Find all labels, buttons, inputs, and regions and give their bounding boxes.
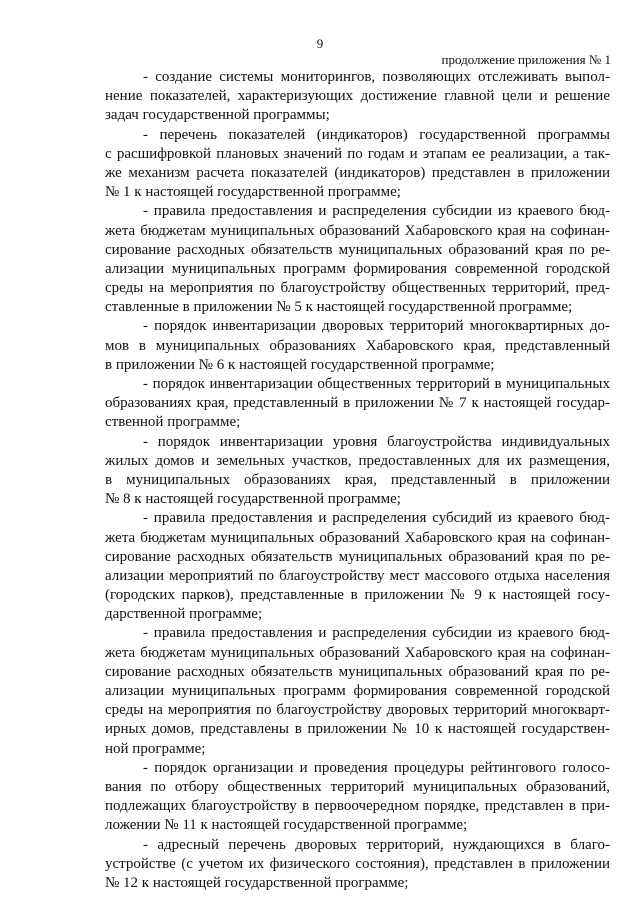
- text-line: ложении № 11 к настоящей государственной программе;: [105, 817, 468, 834]
- text-line: жета бюджетам муниципальных образований Хабаровского края на софинан-: [105, 222, 610, 239]
- text-line: - порядок организации и проведения процедуры рейтингового голосо-: [143, 759, 610, 776]
- text-line: сирование расходных обязательств муниципальных образований края по ре-: [105, 241, 610, 258]
- continuation-note: продолжение приложения № 1: [441, 52, 611, 67]
- text-line: - правила предоставления и распределения субсидии из краевого бюд-: [143, 203, 610, 220]
- text-line: жилых домов и земельных участков, предоставленных для их размещения,: [105, 452, 610, 469]
- page-number: 9: [316, 36, 324, 51]
- text-line: ной программе;: [105, 740, 206, 757]
- text-line: № 1 к настоящей государственной программе;: [105, 184, 401, 201]
- text-line: сирование расходных обязательств муниципальных образований края по ре-: [105, 548, 610, 565]
- text-line: - правила предоставления и распределения субсидий из краевого бюд-: [143, 510, 610, 527]
- text-line: жета бюджетам муниципальных образований Хабаровского края на софинан-: [105, 529, 610, 546]
- text-line: - порядок инвентаризации уровня благоустройства индивидуальных: [143, 433, 610, 450]
- text-line: ставленные в приложении № 5 к настоящей государственной программе;: [105, 299, 573, 316]
- text-line: устройстве (с учетом их физического состояния), представлен в приложении: [105, 855, 610, 872]
- text-line: - правила предоставления и распределения субсидии из краевого бюд-: [143, 625, 610, 642]
- text-line: подлежащих благоустройству в первоочередном порядке, представлен в при-: [105, 798, 610, 815]
- text-line: ализации муниципальных программ формирования современной городской: [105, 260, 610, 277]
- text-line: - порядок инвентаризации дворовых территорий многоквартирных до-: [143, 318, 610, 335]
- text-line: - адресный перечень дворовых территорий, нуждающихся в благо-: [143, 836, 610, 853]
- text-line: же механизм расчета показателей (индикаторов) представлен в приложении: [105, 164, 610, 181]
- text-line: - порядок инвентаризации общественных территорий в муниципальных: [143, 376, 610, 392]
- text-line: - создание системы мониторингов, позволяющих отслеживать выпол-: [143, 69, 610, 85]
- document-body: [105, 68, 610, 893]
- text-line: в приложении № 6 к настоящей государственной программе;: [105, 356, 495, 373]
- text-line: вания по отбору общественных территорий муниципальных образований,: [105, 778, 610, 795]
- text-line: жета бюджетам муниципальных образований Хабаровского края на софинан-: [105, 644, 610, 661]
- text-line: сирование расходных обязательств муниципальных образований края по ре-: [105, 663, 610, 680]
- text-line: ализации мероприятий по благоустройству мест массового отдыха населения: [105, 567, 610, 584]
- text-line: № 12 к настоящей государственной программе;: [105, 874, 409, 891]
- text-line: - перечень показателей (индикаторов) государственной программы: [143, 126, 610, 143]
- text-line: среды на мероприятия по благоустройству общественных территорий, пред-: [105, 280, 610, 297]
- text-line: № 8 к настоящей государственной программе;: [105, 491, 401, 508]
- text-line: нение показателей, характеризующих достижение главной цели и решение: [105, 88, 610, 105]
- text-line: с расшифровкой плановых значений по годам и этапам ее реализации, а так-: [105, 145, 610, 162]
- text-line: ализации муниципальных программ формирования современной городской: [105, 683, 610, 699]
- text-line: среды на мероприятия по благоустройству дворовых территорий многокварт-: [105, 702, 610, 719]
- text-line: дарственной программе;: [105, 606, 263, 623]
- text-line: образованиях края, представленный в приложении № 7 к настоящей государ-: [105, 395, 610, 412]
- text-line: мов в муниципальных образованиях Хабаровского края, представленный: [105, 337, 610, 354]
- text-line: ственной программе;: [105, 414, 241, 431]
- text-line: в муниципальных образованиях края, представленный в приложении: [105, 471, 610, 488]
- text-line: (городских парков), представленные в приложении № 9 к настоящей госу-: [105, 587, 610, 604]
- text-line: ирных домов, представлены в приложении № 10 к настоящей государствен-: [105, 721, 610, 738]
- text-line: задач государственной программы;: [105, 107, 330, 124]
